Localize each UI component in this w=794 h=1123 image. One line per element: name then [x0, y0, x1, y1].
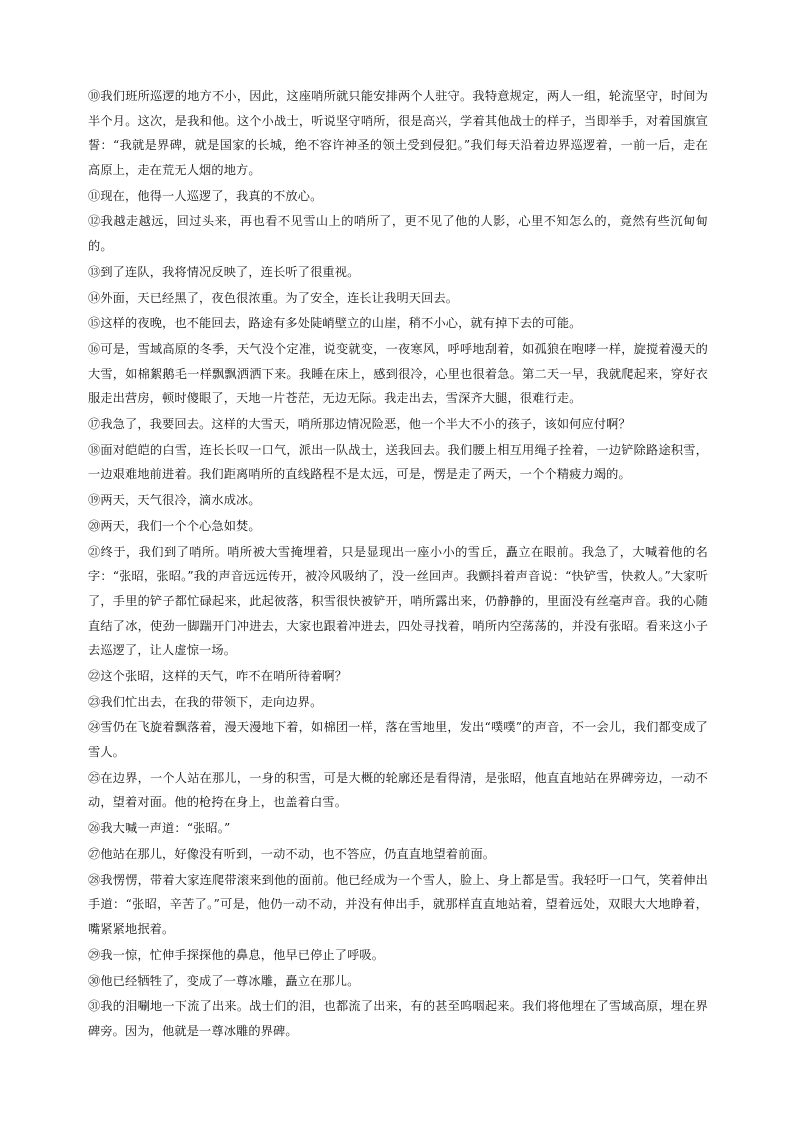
paragraph-number: ㉕	[88, 770, 101, 785]
paragraph-number: ㉒	[88, 668, 101, 683]
paragraph-text: 我急了，我要回去。这样的大雪天，哨所那边情况险恶，他一个半大不小的孩子，该如何应付啊？	[100, 417, 631, 432]
paragraph-number: ⑲	[88, 493, 101, 508]
paragraph-number: ㉚	[88, 973, 101, 988]
paragraph-12	[88, 209, 708, 258]
paragraph-number: ⑱	[88, 442, 101, 457]
paragraph-25	[88, 766, 708, 815]
paragraph-26	[88, 816, 708, 841]
paragraph-24	[88, 715, 708, 764]
paragraph-31	[88, 994, 708, 1043]
paragraph-text: 这个张昭，这样的天气，咋不在哨所待着啊？	[100, 668, 348, 683]
paragraph-number: ⑯	[88, 342, 101, 357]
paragraph-text: 这样的夜晚，也不能回去，路途有多处陡峭壁立的山崖，稍不小心，就有掉下去的可能。	[100, 316, 582, 331]
paragraph-number: ㉔	[88, 720, 101, 735]
paragraph-18	[88, 438, 708, 487]
paragraph-text: 我一惊，忙伸手探探他的鼻息，他早已停止了呼吸。	[100, 947, 385, 962]
paragraph-10	[88, 84, 708, 182]
article-body	[88, 84, 708, 1045]
paragraph-text: 两天，我们一个个心急如焚。	[100, 518, 261, 533]
paragraph-20	[88, 514, 708, 539]
paragraph-11	[88, 184, 708, 209]
paragraph-21	[88, 540, 708, 663]
paragraph-text: 现在，他得一人巡逻了，我真的不放心。	[100, 188, 323, 203]
paragraph-text: 我愣愣，带着大家连爬带滚来到他的面前。他已经成为一个雪人，脸上、身上都是雪。我轻吁一口气，笑着伸出手道：“张昭，辛苦了。”可是，他仍一动不动，并没有伸出手，就那样直直地站着，望着远处，双眼大大地睁着，嘴紧紧地抿着。	[88, 872, 708, 936]
paragraph-text: 面对皑皑的白雪，连长长叹一口气，派出一队战士，送我回去。我们腰上相互用绳子拴着，一边铲除路途积雪，一边艰难地前进着。我们距离哨所的直线路程不是太远，可是，愣是走了两天，一个个精疲力竭的。	[88, 442, 708, 482]
paragraph-27	[88, 842, 708, 867]
paragraph-text: 外面，天已经黑了，夜色很浓重。为了安全，连长让我明天回去。	[100, 290, 459, 305]
paragraph-16	[88, 337, 708, 411]
paragraph-number: ㉘	[88, 872, 101, 887]
paragraph-28	[88, 868, 708, 942]
paragraph-15	[88, 311, 708, 336]
paragraph-number: ⑪	[88, 188, 101, 203]
paragraph-30	[88, 969, 708, 994]
paragraph-text: 我的泪唰地一下流了出来。战士们的泪，也都流了出来，有的甚至呜咽起来。我们将他埋在了雪域高原，埋在界碑旁。因为，他就是一尊冰雕的界碑。	[88, 999, 708, 1038]
paragraph-number: ㉛	[88, 999, 101, 1014]
paragraph-text: 雪仍在飞旋着飘落着，漫天漫地下着，如棉团一样，落在雪地里，发出“噗噗”的声音，不一会儿，我们都变成了雪人。	[88, 720, 709, 760]
paragraph-text: 到了连队，我将情况反映了，连长听了很重视。	[100, 264, 360, 279]
paragraph-number: ⑰	[88, 417, 101, 432]
paragraph-22	[88, 664, 708, 689]
paragraph-text: 我越走越远，回过头来，再也看不见雪山上的哨所了，更不见了他的人影，心里不知怎么的，竟然有些沉甸甸的。	[88, 214, 709, 253]
paragraph-number: ⑬	[88, 264, 101, 279]
paragraph-text: 我们班所巡逻的地方不小，因此，这座哨所就只能安排两个人驻守。我特意规定，两人一组，轮流坚守，时间为半个月。这次，是我和他。这个小战士，听说坚守哨所，很是高兴，学着其他战士的样子，当即举手，对着国旗宣誓：“我就是界碑，就是国家的长城，绝不容许神圣的领土受到侵犯。”我们每天沿着边界巡逻着，一前一后，走在高原上，走在荒无人烟的地方。	[88, 89, 708, 177]
paragraph-29	[88, 943, 708, 968]
paragraph-14	[88, 286, 708, 311]
paragraph-number: ㉑	[88, 544, 101, 559]
paragraph-number: ㉖	[88, 821, 101, 836]
paragraph-number: ㉙	[88, 947, 101, 962]
paragraph-text: 两天，天气很冷，滴水成冰。	[100, 493, 261, 508]
paragraph-text: 在边界，一个人站在那儿，一身的积雪，可是大概的轮廓还是看得清，是张昭，他直直地站在界碑旁边，一动不动，望着对面。他的枪挎在身上，也盖着白雪。	[88, 770, 708, 810]
paragraph-number: ⑳	[88, 518, 101, 533]
paragraph-text: 可是，雪域高原的冬季，天气没个定准，说变就变，一夜寒风，呼呼地刮着，如孤狼在咆哮一样，旋搅着漫天的大雪，如棉絮鹅毛一样飘飘洒洒下来。我睡在床上，感到很冷，心里也很着急。第二天一早，我就爬起来，穿好衣服走出营房，顿时傻眼了，天地一片苍茫，无边无际。我走出去，雪深齐大腿，很难行走。	[88, 342, 708, 406]
paragraph-number: ⑩	[88, 89, 101, 103]
paragraph-number: ⑮	[88, 316, 101, 331]
paragraph-number: ⑭	[88, 290, 101, 305]
paragraph-text: 我们忙出去，在我的带领下，走向边界。	[100, 694, 323, 709]
paragraph-text: 终于，我们到了哨所。哨所被大雪掩埋着，只是显现出一座小小的雪丘，矗立在眼前。我急了，大喊着他的名字：“张昭，张昭。”我的声音远远传开，被冷风吸纳了，没一丝回声。我颤抖着声音说：“快铲雪，快救人。”大家听了，手里的铲子都忙碌起来，此起彼落，积雪很快被铲开，哨所露出来，仍静静的，里面没有丝毫声音。我的心随直结了冰，使劲一脚踹开门冲进去，大家也跟着冲进去，四处寻找着，哨所内空荡荡的，并没有张昭。看来这小子去巡逻了，让人虚惊一场。	[88, 544, 709, 658]
paragraph-13	[88, 260, 708, 285]
paragraph-text: 他站在那儿，好像没有听到，一动不动，也不答应，仍直直地望着前面。	[100, 847, 496, 861]
paragraph-number: ⑫	[88, 214, 101, 229]
paragraph-text: 我大喊一声道：“张昭。”	[100, 821, 231, 836]
paragraph-number: ㉗	[88, 847, 101, 861]
paragraph-number: ㉓	[88, 694, 101, 709]
paragraph-19	[88, 488, 708, 513]
paragraph-23	[88, 690, 708, 715]
paragraph-17	[88, 412, 708, 437]
paragraph-text: 他已经牺牲了，变成了一尊冰雕，矗立在那儿。	[100, 973, 360, 988]
